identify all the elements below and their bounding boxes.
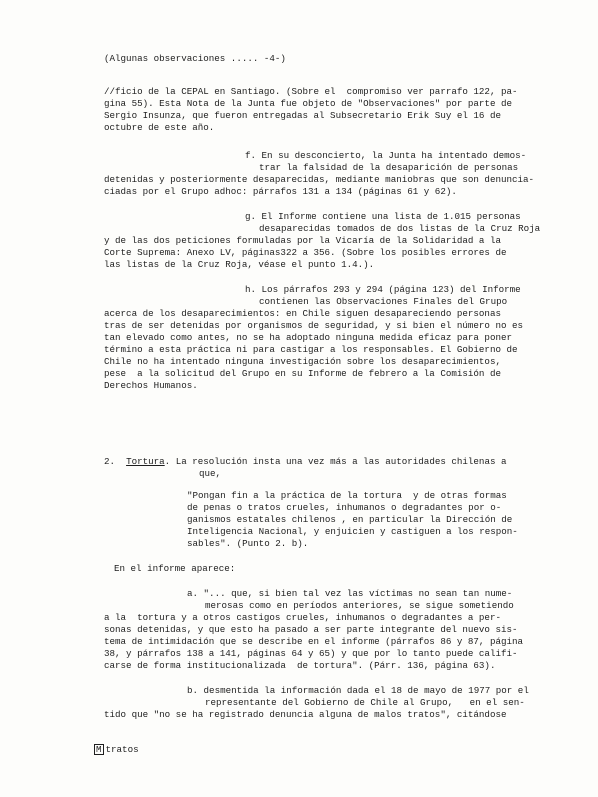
para-h-line: término a esta práctica ni para castigar a los responsables. El Gobierno de [104, 344, 518, 355]
para-h-line: tan elevado como antes, no se ha adoptado ninguna medida eficaz para poner [104, 332, 512, 343]
para-a-line: a. "... que, si bien tal vez las víctimas no sean tan nume- [187, 588, 513, 599]
para-h-line: pese a la solicitud del Grupo en su Informe de febrero a la Comisión de [104, 368, 501, 379]
boxed-mark: M [96, 744, 102, 755]
para-b-line: representante del Gobierno de Chile al Grupo, en el sen- [205, 697, 525, 708]
intro-line: octubre de este año. [104, 122, 215, 133]
section-title: Tortura [126, 456, 165, 467]
quote-line: sables". (Punto 2. b). [187, 538, 309, 549]
intro-line: //ficio de la CEPAL en Santiago. (Sobre el compromiso ver parrafo 122, pa- [104, 86, 518, 97]
para-h-line: contienen las Observaciones Finales del Grupo [259, 296, 508, 307]
para-g-line: g. El Informe contiene una lista de 1.015 personas [245, 211, 521, 222]
intro-line: Sergio Insunza, que fueron entregadas al Subsecretario Erik Suy el 16 de [104, 110, 501, 121]
quote-line: Inteligencia Nacional, y enjuicien y castiguen a los respon- [187, 526, 518, 537]
para-h-line: acerca de los desaparecimientos: en Chile siguen desapareciendo personas [104, 308, 501, 319]
para-f-line: trar la falsidad de la desaparición de personas [259, 162, 519, 173]
para-a-line: tema de intimidación que se describe en el informe (párrafos 86 y 87, página [104, 636, 524, 647]
para-g-line: desaparecidas tomados de dos listas de la Cruz Roja [259, 223, 541, 234]
para-h-line: Derechos Humanos. [104, 380, 198, 391]
para-a-line: carse de forma institucionalizada de tortura". (Párr. 136, página 63). [104, 660, 496, 671]
section-number: 2. [104, 456, 116, 467]
catchword-text: tratos [105, 744, 139, 755]
para-f-line: detenidas y posteriormente desaparecidas, mediante maniobras que son denuncia- [104, 174, 535, 185]
para-h-line: Chile no ha intentado ninguna investigación sobre los desaparecimientos, [104, 356, 501, 367]
para-g-line: y de las dos peticiones formuladas por la Vicaría de la Solidaridad a la [104, 235, 501, 246]
page-header: (Algunas observaciones ..... -4-) [104, 53, 286, 64]
para-f-line: ciadas por el Grupo adhoc: párrafos 131 a 134 (páginas 61 y 62). [104, 186, 457, 197]
para-a-line: 38, y párrafos 138 a 141, páginas 64 y 65) y que por lo tanto puede califi- [104, 648, 518, 659]
informe-line: En el informe aparece: [114, 563, 236, 574]
para-h-line: tras de ser detenidas por organismos de seguridad, y si bien el número no es [104, 320, 524, 331]
para-a-line: sonas detenidas, y que esto ha pasado a ser parte integrante del nuevo sis- [104, 624, 518, 635]
para-b-line: tido que "no se ha registrado denuncia alguna de malos tratos", citándose [104, 709, 507, 720]
quote-line: ganismos estatales chilenos , en particular la Dirección de [187, 514, 513, 525]
para-h-line: h. Los párrafos 293 y 294 (página 123) del Informe [245, 284, 521, 295]
catchword [94, 744, 139, 755]
section-heading [104, 456, 507, 467]
quote-line: "Pongan fin a la práctica de la tortura y de otras formas [187, 490, 507, 501]
intro-line: gina 55). Esta Nota de la Junta fue objeto de "Observaciones" por parte de [104, 98, 512, 109]
section-lead-cont: que, [199, 468, 222, 479]
section-lead: . La resolución insta una vez más a las autoridades chilenas a [164, 456, 507, 467]
para-a-line: a la tortura y a otros castigos crueles, inhumanos o degradantes a per- [104, 612, 501, 623]
para-f-line: f. En su desconcierto, la Junta ha intentado demos- [245, 150, 527, 161]
para-g-line: Corte Suprema: Anexo LV, páginas322 a 356. (Sobre los posibles errores de [104, 247, 507, 258]
quote-line: de penas o tratos crueles, inhumanos o degradantes por o- [187, 502, 502, 513]
para-g-line: las listas de la Cruz Roja, véase el punto 1.4.). [104, 259, 375, 270]
para-b-line: b. desmentida la información dada el 18 de mayo de 1977 por el [187, 685, 529, 696]
para-a-line: merosas como en períodos anteriores, se sigue sometiendo [205, 600, 514, 611]
